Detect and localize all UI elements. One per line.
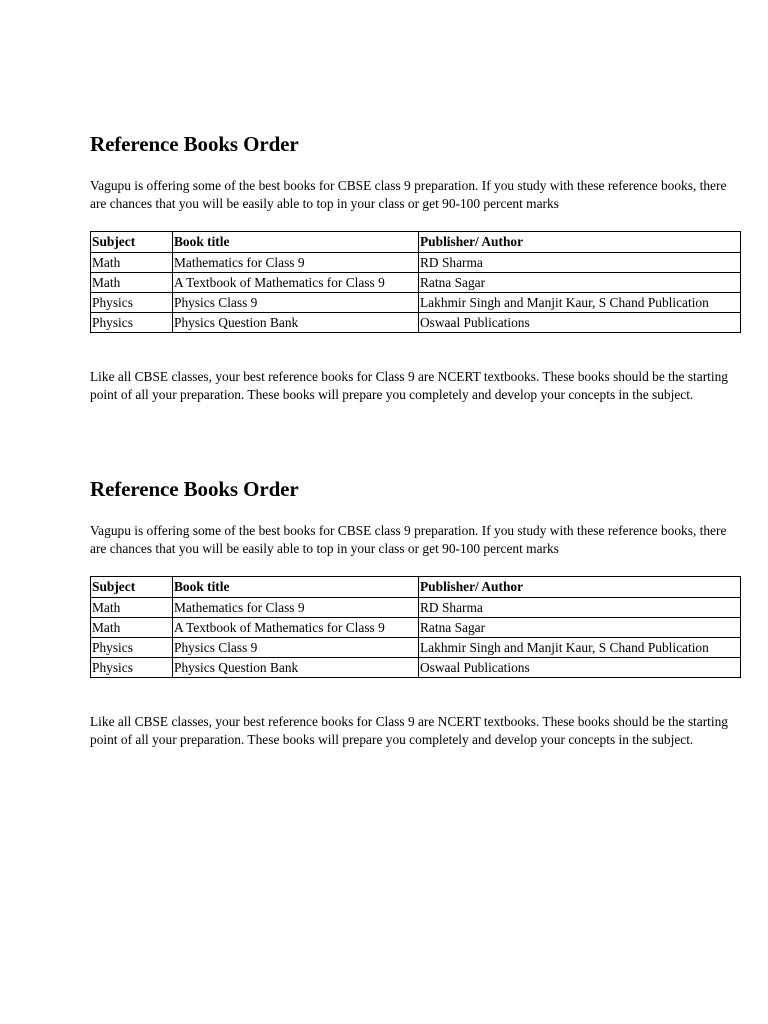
table-row (91, 618, 741, 638)
cell-subject: Physics (91, 313, 173, 333)
table-row (91, 273, 741, 293)
cell-book-title: A Textbook of Mathematics for Class 9 (173, 273, 419, 293)
table-row (91, 598, 741, 618)
cell-publisher: Oswaal Publications (419, 658, 741, 678)
cell-subject: Math (91, 253, 173, 273)
cell-book-title: Physics Question Bank (173, 658, 419, 678)
cell-subject: Physics (91, 658, 173, 678)
table-row (91, 293, 741, 313)
header-subject: Subject (91, 232, 173, 253)
cell-subject: Physics (91, 293, 173, 313)
books-table (90, 231, 741, 333)
cell-subject: Math (91, 598, 173, 618)
cell-publisher: Lakhmir Singh and Manjit Kaur, S Chand Publication (419, 293, 741, 313)
header-book-title: Book title (173, 232, 419, 253)
outro-paragraph: Like all CBSE classes, your best reference books for Class 9 are NCERT textbooks. These books should be the starting point of all your preparation. These books will prepare you completely and develop your concepts in the subject. (90, 369, 728, 402)
header-publisher-author: Publisher/ Author (419, 232, 741, 253)
cell-book-title: Physics Question Bank (173, 313, 419, 333)
intro-paragraph: Vagupu is offering some of the best books for CBSE class 9 preparation. If you study with these reference books, there are chances that you will be easily able to top in your class or get 90-100 percent marks (90, 523, 727, 556)
header-publisher-author: Publisher/ Author (419, 577, 741, 598)
reference-section-2 (90, 475, 740, 749)
cell-book-title: Mathematics for Class 9 (173, 253, 419, 273)
cell-publisher: RD Sharma (419, 598, 741, 618)
section-heading: Reference Books Order (90, 477, 299, 501)
intro-paragraph: Vagupu is offering some of the best books for CBSE class 9 preparation. If you study with these reference books, there are chances that you will be easily able to top in your class or get 90-100 percent marks (90, 178, 727, 211)
table-row (91, 253, 741, 273)
header-subject: Subject (91, 577, 173, 598)
table-row (91, 313, 741, 333)
cell-subject: Math (91, 273, 173, 293)
cell-book-title: Physics Class 9 (173, 638, 419, 658)
reference-section-1 (90, 130, 740, 404)
cell-publisher: Oswaal Publications (419, 313, 741, 333)
table-header-row (91, 232, 741, 253)
cell-publisher: Lakhmir Singh and Manjit Kaur, S Chand Publication (419, 638, 741, 658)
outro-paragraph: Like all CBSE classes, your best reference books for Class 9 are NCERT textbooks. These books should be the starting point of all your preparation. These books will prepare you completely and develop your concepts in the subject. (90, 714, 728, 747)
cell-subject: Physics (91, 638, 173, 658)
cell-book-title: Physics Class 9 (173, 293, 419, 313)
table-header-row (91, 577, 741, 598)
cell-publisher: RD Sharma (419, 253, 741, 273)
table-row (91, 658, 741, 678)
cell-subject: Math (91, 618, 173, 638)
cell-publisher: Ratna Sagar (419, 618, 741, 638)
section-heading: Reference Books Order (90, 132, 299, 156)
cell-publisher: Ratna Sagar (419, 273, 741, 293)
table-row (91, 638, 741, 658)
header-book-title: Book title (173, 577, 419, 598)
books-table (90, 576, 741, 678)
cell-book-title: Mathematics for Class 9 (173, 598, 419, 618)
cell-book-title: A Textbook of Mathematics for Class 9 (173, 618, 419, 638)
